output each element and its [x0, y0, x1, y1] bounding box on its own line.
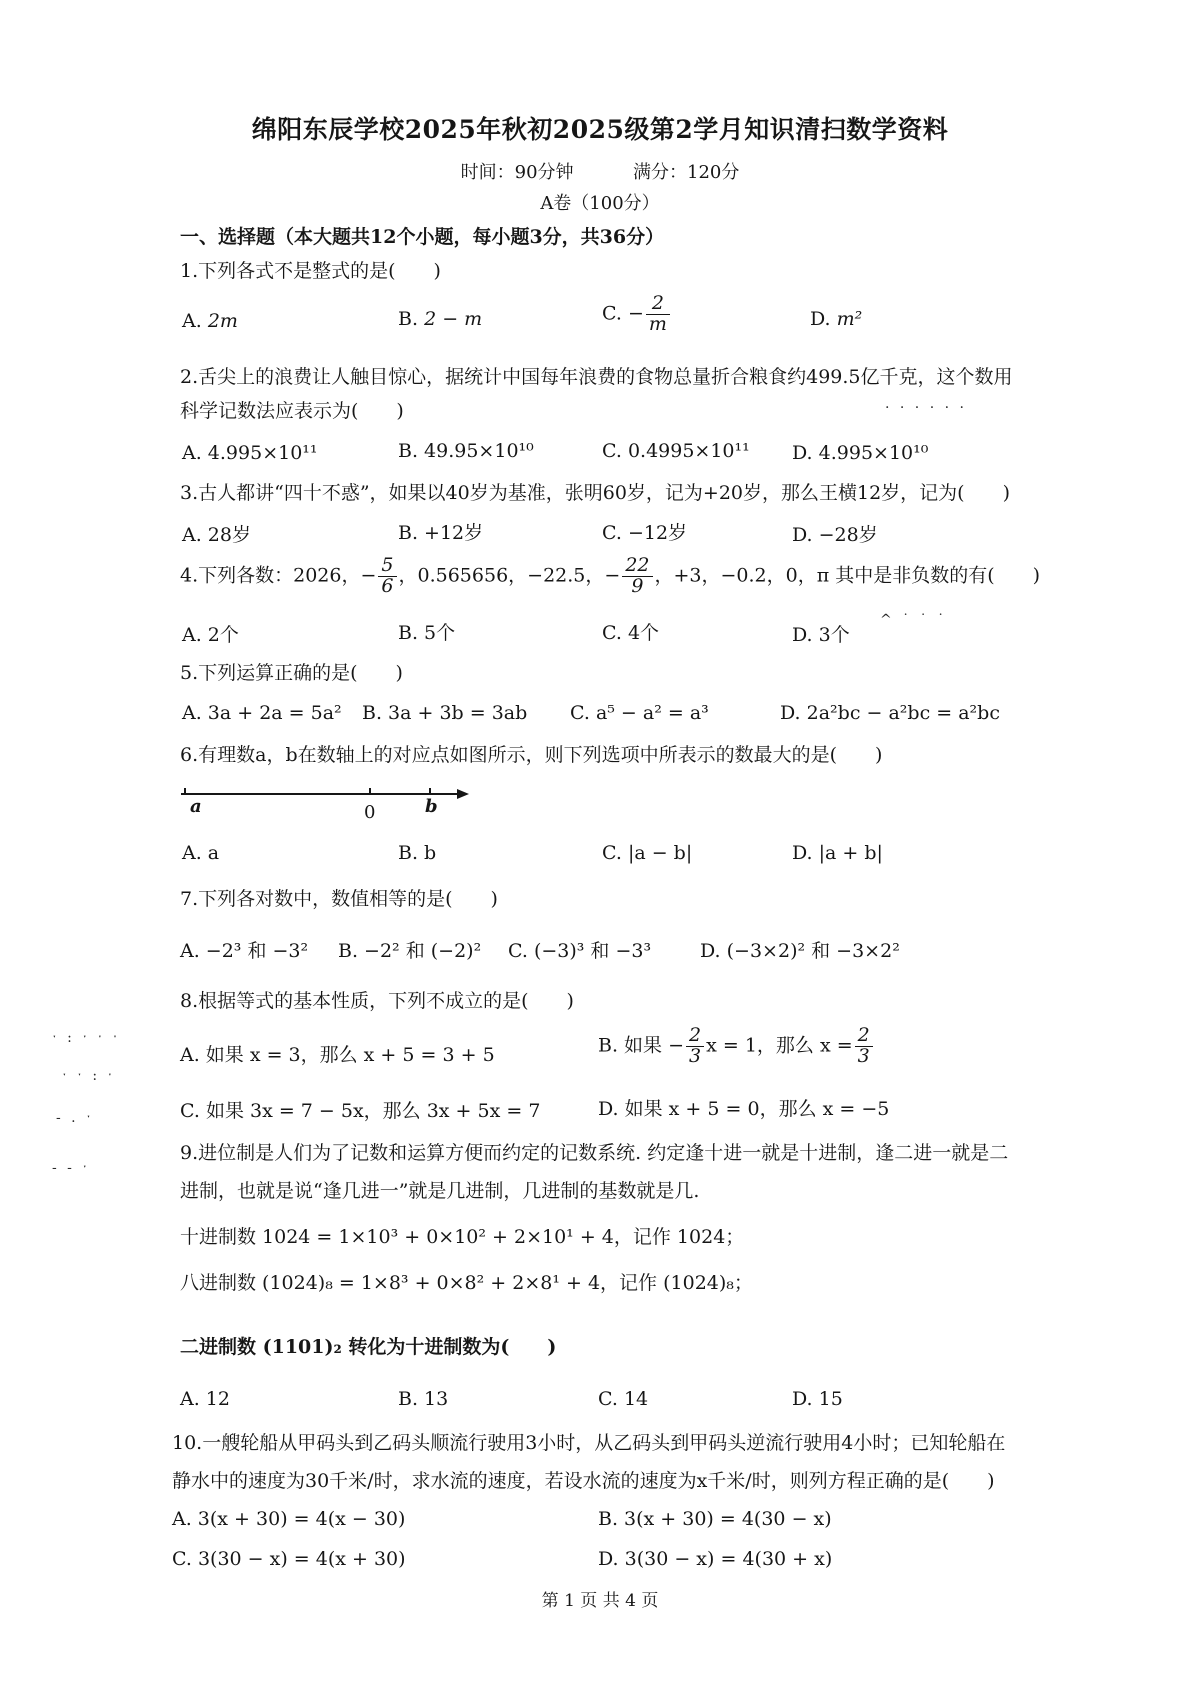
question-3-stem: 3.古人都讲“四十不惑”，如果以40岁为基准，张明60岁，记为+20岁，那么王横12岁，记为( ): [180, 482, 1011, 504]
q7-option-a: A. −2³ 和 −3²: [180, 940, 309, 962]
q1-option-a: A. 2m: [182, 310, 238, 332]
q5-option-a: A. 3a + 2a = 5a²: [182, 702, 342, 724]
scan-noise: ˑ ˑ : ˑ: [62, 1068, 116, 1084]
q6-option-a: A. a: [182, 842, 220, 864]
q4-option-d: D. 3个: [792, 624, 850, 646]
q2-option-a: A. 4.995×10¹¹: [182, 442, 318, 464]
q10-option-b: B. 3(x + 30) = 4(30 − x): [598, 1508, 832, 1530]
paper-label: A卷（100分）: [540, 193, 660, 214]
question-9-decimal-example: 十进制数 1024 = 1×10³ + 0×10² + 2×10¹ + 4，记作 1024；: [180, 1226, 745, 1248]
question-2-stem-cont: 科学记数法应表示为( ): [180, 400, 404, 422]
q10-option-a: A. 3(x + 30) = 4(x − 30): [172, 1508, 406, 1530]
q2-option-b: B. 49.95×10¹⁰: [398, 440, 534, 462]
q6-option-b: B. b: [398, 842, 437, 864]
q9-option-c: C. 14: [598, 1388, 649, 1410]
scan-noise: ˑ : ˑ ˑ ˑ: [52, 1030, 121, 1046]
q9-option-d: D. 15: [792, 1388, 843, 1410]
q7-option-c: C. (−3)³ 和 −3³: [508, 940, 652, 962]
number-line-label-b: b: [425, 796, 438, 817]
exam-full-score: 满分：120分: [633, 162, 740, 183]
scan-noise: - - ˑ: [52, 1160, 91, 1176]
question-10-stem-cont: 静水中的速度为30千米/时，求水流的速度，若设水流的速度为x千米/时，则列方程正确的是( ): [172, 1470, 995, 1492]
exam-meta: [0, 158, 1200, 184]
q4-option-a: A. 2个: [182, 624, 239, 646]
q1-option-b: B. 2 − m: [398, 308, 483, 330]
q5-option-d: D. 2a²bc − a²bc = a²bc: [780, 702, 1000, 724]
question-9-stem-cont: 进制，也就是说“逢几进一”就是几进制，几进制的基数就是几.: [180, 1180, 700, 1202]
q9-option-a: A. 12: [180, 1388, 230, 1410]
fraction: $\frac{2}{3}$: [686, 1026, 704, 1067]
fraction: $\frac{2}{m}$: [646, 294, 670, 335]
q8-option-a: A. 如果 x = 3，那么 x + 5 = 3 + 5: [180, 1044, 495, 1066]
q10-option-d: D. 3(30 − x) = 4(30 + x): [598, 1548, 833, 1570]
page-title: 绵阳东辰学校2025年秋初2025级第2学月知识清扫数学资料: [251, 115, 949, 144]
scan-noise: - . ˑ: [56, 1110, 94, 1126]
q9-option-b: B. 13: [398, 1388, 449, 1410]
q8-option-c: C. 如果 3x = 7 − 5x，那么 3x + 5x = 7: [180, 1100, 541, 1122]
question-5-stem: 5.下列运算正确的是( ): [180, 662, 403, 684]
q6-option-c: C. |a − b|: [602, 842, 693, 864]
q4-option-c: C. 4个: [602, 622, 660, 644]
scan-noise: . . . . . .: [885, 396, 967, 412]
section-heading: 一、选择题（本大题共12个小题，每小题3分，共36分）: [180, 226, 665, 248]
q8-option-d: D. 如果 x + 5 = 0，那么 x = −5: [598, 1098, 890, 1120]
fraction: $\frac{22}{9}$: [622, 556, 652, 597]
scan-noise: ^ ˙ ˙ ˙: [880, 612, 948, 628]
q3-option-b: B. +12岁: [398, 522, 484, 544]
q5-option-c: C. a⁵ − a² = a³: [570, 702, 709, 724]
q7-option-d: D. (−3×2)² 和 −3×2²: [700, 940, 900, 962]
question-9-stem: 9.进位制是人们为了记数和运算方便而约定的记数系统. 约定逢十进一就是十进制，逢二进一就是二: [180, 1142, 1009, 1164]
q7-option-b: B. −2² 和 (−2)²: [338, 940, 482, 962]
fraction: $\frac{5}{6}$: [378, 556, 396, 597]
number-line-label-zero: 0: [364, 802, 376, 823]
arrow-right-icon: [457, 789, 469, 799]
exam-time: 时间：90分钟: [460, 162, 574, 183]
question-2-stem: 2.舌尖上的浪费让人触目惊心，据统计中国每年浪费的食物总量折合粮食约499.5亿千克，这个数用: [180, 366, 1013, 388]
question-4-stem: 4.下列各数：2026，− $\frac{5}{6}$ ，0.565656，−22.5，− $\frac{22}{9}$ ，+3，−0.2，0，π 其中是非负数的有( ): [180, 554, 1041, 597]
q3-option-d: D. −28岁: [792, 524, 878, 546]
q8-option-b: B. 如果 − $\frac{2}{3}$ x = 1，那么 x = $\frac{2}{3}$: [598, 1026, 875, 1067]
question-9-question: 二进制数 (1101)₂ 转化为十进制数为( ): [180, 1336, 557, 1358]
number-line-label-a: a: [190, 796, 202, 817]
q1-option-d: D. m²: [810, 308, 863, 330]
question-10-stem: 10.一艘轮船从甲码头到乙码头顺流行驶用3小时，从乙码头到甲码头逆流行驶用4小时；已知轮船在: [172, 1432, 1006, 1454]
fraction: $\frac{2}{3}$: [855, 1026, 873, 1067]
q6-option-d: D. |a + b|: [792, 842, 883, 864]
q3-option-a: A. 28岁: [182, 524, 251, 546]
q3-option-c: C. −12岁: [602, 522, 688, 544]
question-7-stem: 7.下列各对数中，数值相等的是( ): [180, 888, 498, 910]
q1-option-c: C. − $\frac{2}{m}$: [602, 294, 672, 335]
question-9-octal-example: 八进制数 (1024)₈ = 1×8³ + 0×8² + 2×8¹ + 4，记作 (1024)₈；: [180, 1272, 753, 1294]
question-8-stem: 8.根据等式的基本性质，下列不成立的是( ): [180, 990, 574, 1012]
q2-option-d: D. 4.995×10¹⁰: [792, 442, 929, 464]
q10-option-c: C. 3(30 − x) = 4(x + 30): [172, 1548, 406, 1570]
q4-option-b: B. 5个: [398, 622, 456, 644]
q2-option-c: C. 0.4995×10¹¹: [602, 440, 750, 462]
q5-option-b: B. 3a + 3b = 3ab: [362, 702, 528, 724]
question-6-stem: 6.有理数a，b在数轴上的对应点如图所示，则下列选项中所表示的数最大的是( ): [180, 744, 883, 766]
page-number: 第 1 页 共 4 页: [541, 1591, 659, 1611]
question-1-stem: 1.下列各式不是整式的是( ): [180, 260, 441, 282]
